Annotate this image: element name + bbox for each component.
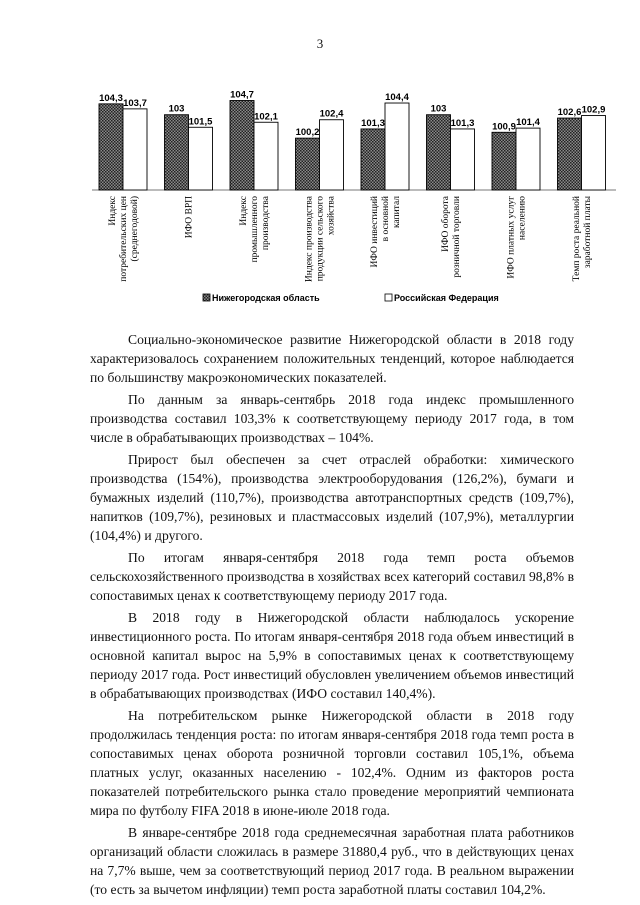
category-label: ИФО ВРП xyxy=(184,196,195,239)
category-label: (среднегодовой) xyxy=(130,196,140,262)
bar-nizhny xyxy=(296,138,320,190)
data-label-rf: 104,4 xyxy=(385,92,409,104)
data-label-nizhny: 101,3 xyxy=(361,117,385,129)
legend-swatch-rf xyxy=(385,294,392,301)
category-label: ИФО инвестиций xyxy=(370,196,380,268)
bar-rf xyxy=(189,127,213,190)
data-label-rf: 101,3 xyxy=(450,117,475,129)
category-label: промышленного xyxy=(250,196,260,263)
bar-nizhny xyxy=(492,132,516,190)
category-label: ИФО платных услуг xyxy=(506,196,517,279)
category-label: Индекс xyxy=(108,196,118,226)
bar-rf xyxy=(320,120,344,190)
data-label-rf: 102,4 xyxy=(319,108,344,120)
data-label-nizhny: 104,3 xyxy=(99,92,123,104)
paragraph: Прирост был обеспечен за счет отраслей обработки: химического производства (154%), производства электрооборудования (126,2%), бумаги и бумажных изделий (110,7%), производства автотранспортных средств (109,7%), напитков (109,7%), резиновых и пластмассовых изделий (107,9%), металлургии (104,4%) и другого. xyxy=(90,452,574,543)
paragraph: В январе-сентябре 2018 года среднемесячная заработная плата работников организаций области сложилась в размере 31880,4 руб., что в действующих ценах на 7,7% выше, чем за соответствующий период 2017 года. В реальном выражении (то есть за вычетом инфляции) темп роста заработной платы составил 104,2%. xyxy=(90,825,574,897)
paragraph: В 2018 году в Нижегородской области наблюдалось ускорение инвестиционного роста. По итогам января-сентября 2018 года объем инвестиций в основной капитал вырос на 5,9% в сопоставимых ценах к соответствующему периоду 2017 года. Рост инвестиций обусловлен увеличением объемов инвестиций в обрабатывающих производствах (ИФО составил 140,4%). xyxy=(90,610,574,701)
category-label: Темп роста реальной xyxy=(572,196,582,282)
category-label: розничной торговли xyxy=(452,196,462,278)
paragraph: Социально-экономическое развитие Нижегородской области в 2018 году характеризовалось сохранением положительных тенденций, которое наблюдается по большинству макроэкономических показателей. xyxy=(90,332,574,385)
data-label-rf: 101,4 xyxy=(516,117,540,129)
bar-chart xyxy=(0,0,640,320)
bar-nizhny xyxy=(427,115,451,190)
category-label: потребительских цен xyxy=(119,196,129,282)
data-label-rf: 101,5 xyxy=(188,116,213,128)
category-label: в основной xyxy=(381,196,391,242)
category-label: Индекс xyxy=(239,196,249,226)
bar-rf xyxy=(385,103,409,190)
paragraph: На потребительском рынке Нижегородской области в 2018 году продолжилась тенденция роста: по итогам января-сентября 2018 года темп роста в сопоставимых ценах оборота розничной торговли составил 105,1%, объема платных услуг, оказанных населению - 102,4%. Одним из факторов роста показателей потребительского рынка стало проведение мероприятий чемпионата мира по футболу FIFA 2018 в июне-июле 2018 года. xyxy=(90,708,574,818)
bar-nizhny xyxy=(230,101,254,190)
data-label-nizhny: 103 xyxy=(430,103,447,115)
bar-nizhny xyxy=(558,118,582,190)
data-label-rf: 102,9 xyxy=(581,104,606,116)
data-label-nizhny: 102,6 xyxy=(557,107,582,119)
page-number: 3 xyxy=(316,36,324,51)
data-label-rf: 102,1 xyxy=(254,111,278,123)
bar-rf xyxy=(451,129,475,190)
category-label: ИФО оборота xyxy=(441,196,451,252)
data-label-rf: 103,7 xyxy=(123,97,147,109)
bar-nizhny xyxy=(361,129,385,190)
bar-rf xyxy=(254,122,278,190)
bar-nizhny xyxy=(99,104,123,190)
bar-nizhny xyxy=(165,115,189,190)
data-label-nizhny: 100,9 xyxy=(492,121,516,133)
data-label-nizhny: 104,7 xyxy=(230,89,254,101)
category-label: Индекс производства xyxy=(304,196,315,283)
paragraph: По данным за январь-сентябрь 2018 года индекс промышленного производства составил 103,3% к соответствующему периоду 2017 года, в том числе в обрабатывающих производствах – 104%. xyxy=(90,392,574,445)
bar-rf xyxy=(582,116,606,190)
chart-legend xyxy=(203,293,499,303)
category-label: капитал xyxy=(392,196,402,229)
category-label: населению xyxy=(517,196,528,241)
bar-rf xyxy=(123,109,147,190)
bar-rf xyxy=(516,128,540,190)
legend-label-rf: Российская Федерация xyxy=(394,293,499,303)
category-label: производства xyxy=(261,196,271,251)
legend-label-nizhny: Нижегородская область xyxy=(212,293,320,303)
category-label: продукции сельского xyxy=(315,196,326,282)
legend-swatch-nizhny xyxy=(203,294,210,301)
body-text xyxy=(90,330,574,902)
category-label: заработной платы xyxy=(583,196,593,269)
paragraph: По итогам января-сентября 2018 года темп роста объемов сельскохозяйственного производства в хозяйствах всех категорий составил 98,8% в сопоставимых ценах к соответствующему периоду 2017 года. xyxy=(90,550,574,603)
data-label-nizhny: 103 xyxy=(168,103,185,115)
data-label-nizhny: 100,2 xyxy=(295,127,320,139)
category-label: хозяйства xyxy=(326,196,337,236)
